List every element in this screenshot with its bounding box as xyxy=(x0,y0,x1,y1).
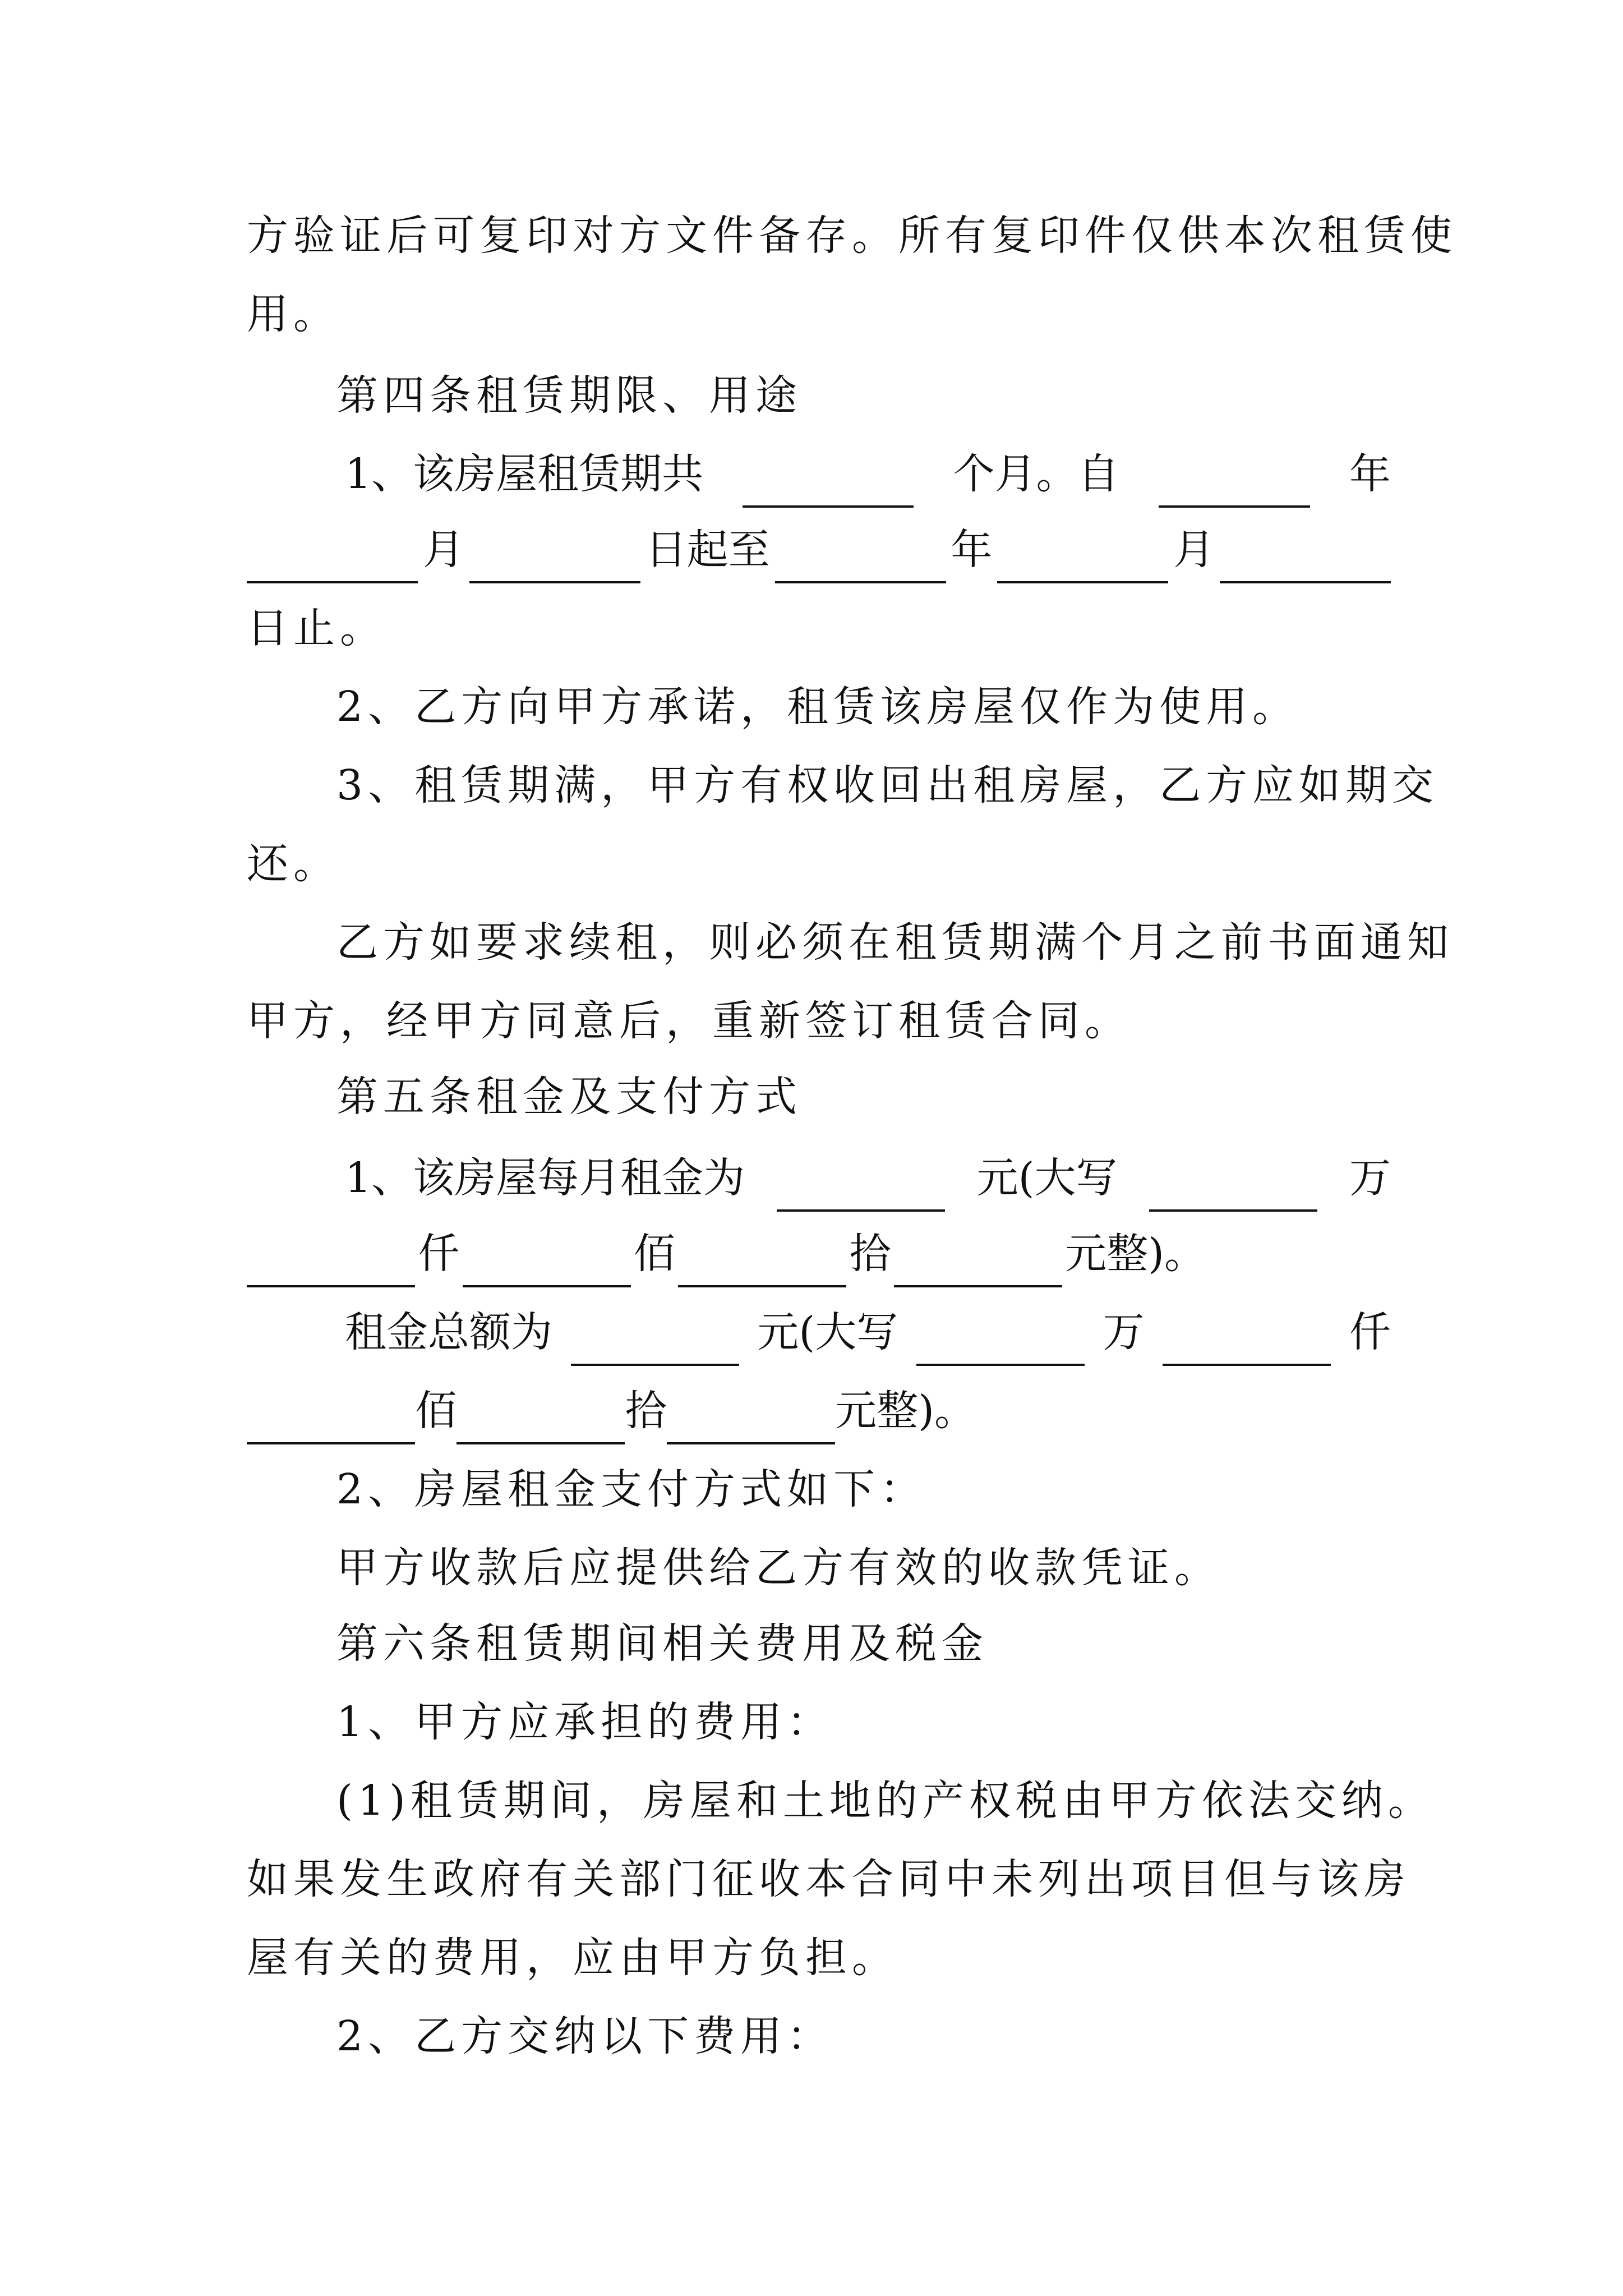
text-line: 还。 xyxy=(247,840,340,888)
text-line: 甲方收款后应提供给乙方有效的收款凭证。 xyxy=(336,1544,1221,1592)
text-line: 日止。 xyxy=(247,604,386,652)
text-fragment: 元整)。 xyxy=(835,1387,976,1435)
text-line: 2、乙方交纳以下费用： xyxy=(336,2012,834,2060)
text-fragment: 万 xyxy=(1103,1308,1145,1356)
text-line: 如果发生政府有关部门征收本合同中未列出项目但与该房 xyxy=(247,1855,1410,1903)
text-fragment: 元(大写 xyxy=(757,1308,898,1356)
total-rent-line xyxy=(345,1299,1391,1366)
text-fragment: 仟 xyxy=(1349,1308,1391,1356)
text-fragment: 佰 xyxy=(633,1230,675,1278)
text-fragment: 佰 xyxy=(415,1387,457,1435)
text-fragment: 仟 xyxy=(418,1230,460,1278)
blank-field xyxy=(247,1229,415,1287)
text-fragment: 月 xyxy=(422,526,464,574)
text-line: 3、租赁期满，甲方有权收回出租房屋，乙方应如期交 xyxy=(336,761,1439,809)
text-line: (1)租赁期间，房屋和土地的产权税由甲方依法交纳。 xyxy=(336,1777,1435,1825)
text-fragment: 万 xyxy=(1349,1154,1391,1202)
blank-field xyxy=(894,1229,1062,1287)
text-line: 2、乙方向甲方承诺，租赁该房屋仅作为使用。 xyxy=(336,683,1299,731)
text-fragment: 拾 xyxy=(849,1230,891,1278)
blank-field xyxy=(469,525,640,583)
text-fragment: 个月。自 xyxy=(953,450,1119,498)
text-fragment: 1、该房屋每月租金为 xyxy=(345,1154,745,1202)
blank-field xyxy=(775,525,946,583)
text-fragment: 年 xyxy=(1349,450,1391,498)
lease-date-line xyxy=(247,516,1391,583)
text-fragment: 租金总额为 xyxy=(345,1308,552,1356)
blank-field xyxy=(667,1386,835,1444)
blank-field xyxy=(916,1308,1085,1366)
lease-term-line xyxy=(345,440,1391,508)
blank-field xyxy=(1220,525,1391,583)
text-line: 用。 xyxy=(247,290,340,338)
blank-field xyxy=(571,1308,739,1366)
blank-field xyxy=(777,1153,945,1212)
section-heading-6: 第六条租赁期间相关费用及税金 xyxy=(336,1619,988,1668)
text-line: 2、房屋租金支付方式如下： xyxy=(336,1465,927,1513)
blank-field xyxy=(678,1229,846,1287)
section-heading-4: 第四条租赁期限、用途 xyxy=(336,371,802,420)
text-fragment: 年 xyxy=(951,526,993,574)
blank-field xyxy=(247,1386,415,1444)
text-fragment: 月 xyxy=(1173,526,1215,574)
text-line: 乙方如要求续租，则必须在租赁期满个月之前书面通知 xyxy=(336,918,1454,967)
text-fragment: 日起至 xyxy=(645,526,770,574)
text-fragment: 1、该房屋租赁期共 xyxy=(345,450,704,498)
text-line: 屋有关的费用，应由甲方负担。 xyxy=(247,1934,898,1982)
blank-field xyxy=(1163,1308,1331,1366)
monthly-rent-line xyxy=(345,1144,1391,1212)
text-fragment: 拾 xyxy=(625,1387,667,1435)
total-rent-words-line xyxy=(247,1377,976,1444)
text-line: 甲方，经甲方同意后，重新签订租赁合同。 xyxy=(247,997,1131,1045)
monthly-rent-words-line xyxy=(247,1220,1206,1287)
text-line: 方验证后可复印对方文件备存。所有复印件仅供本次租赁使 xyxy=(247,211,1457,260)
blank-field xyxy=(463,1229,631,1287)
blank-field xyxy=(997,525,1168,583)
blank-field xyxy=(1149,1153,1317,1212)
blank-field xyxy=(457,1386,625,1444)
text-fragment: 元整)。 xyxy=(1065,1230,1206,1278)
blank-field xyxy=(247,525,418,583)
blank-field xyxy=(743,449,914,508)
section-heading-5: 第五条租金及支付方式 xyxy=(336,1073,802,1121)
blank-field xyxy=(1159,449,1310,508)
text-line: 1、甲方应承担的费用： xyxy=(336,1698,834,1746)
text-fragment: 元(大写 xyxy=(976,1154,1118,1202)
